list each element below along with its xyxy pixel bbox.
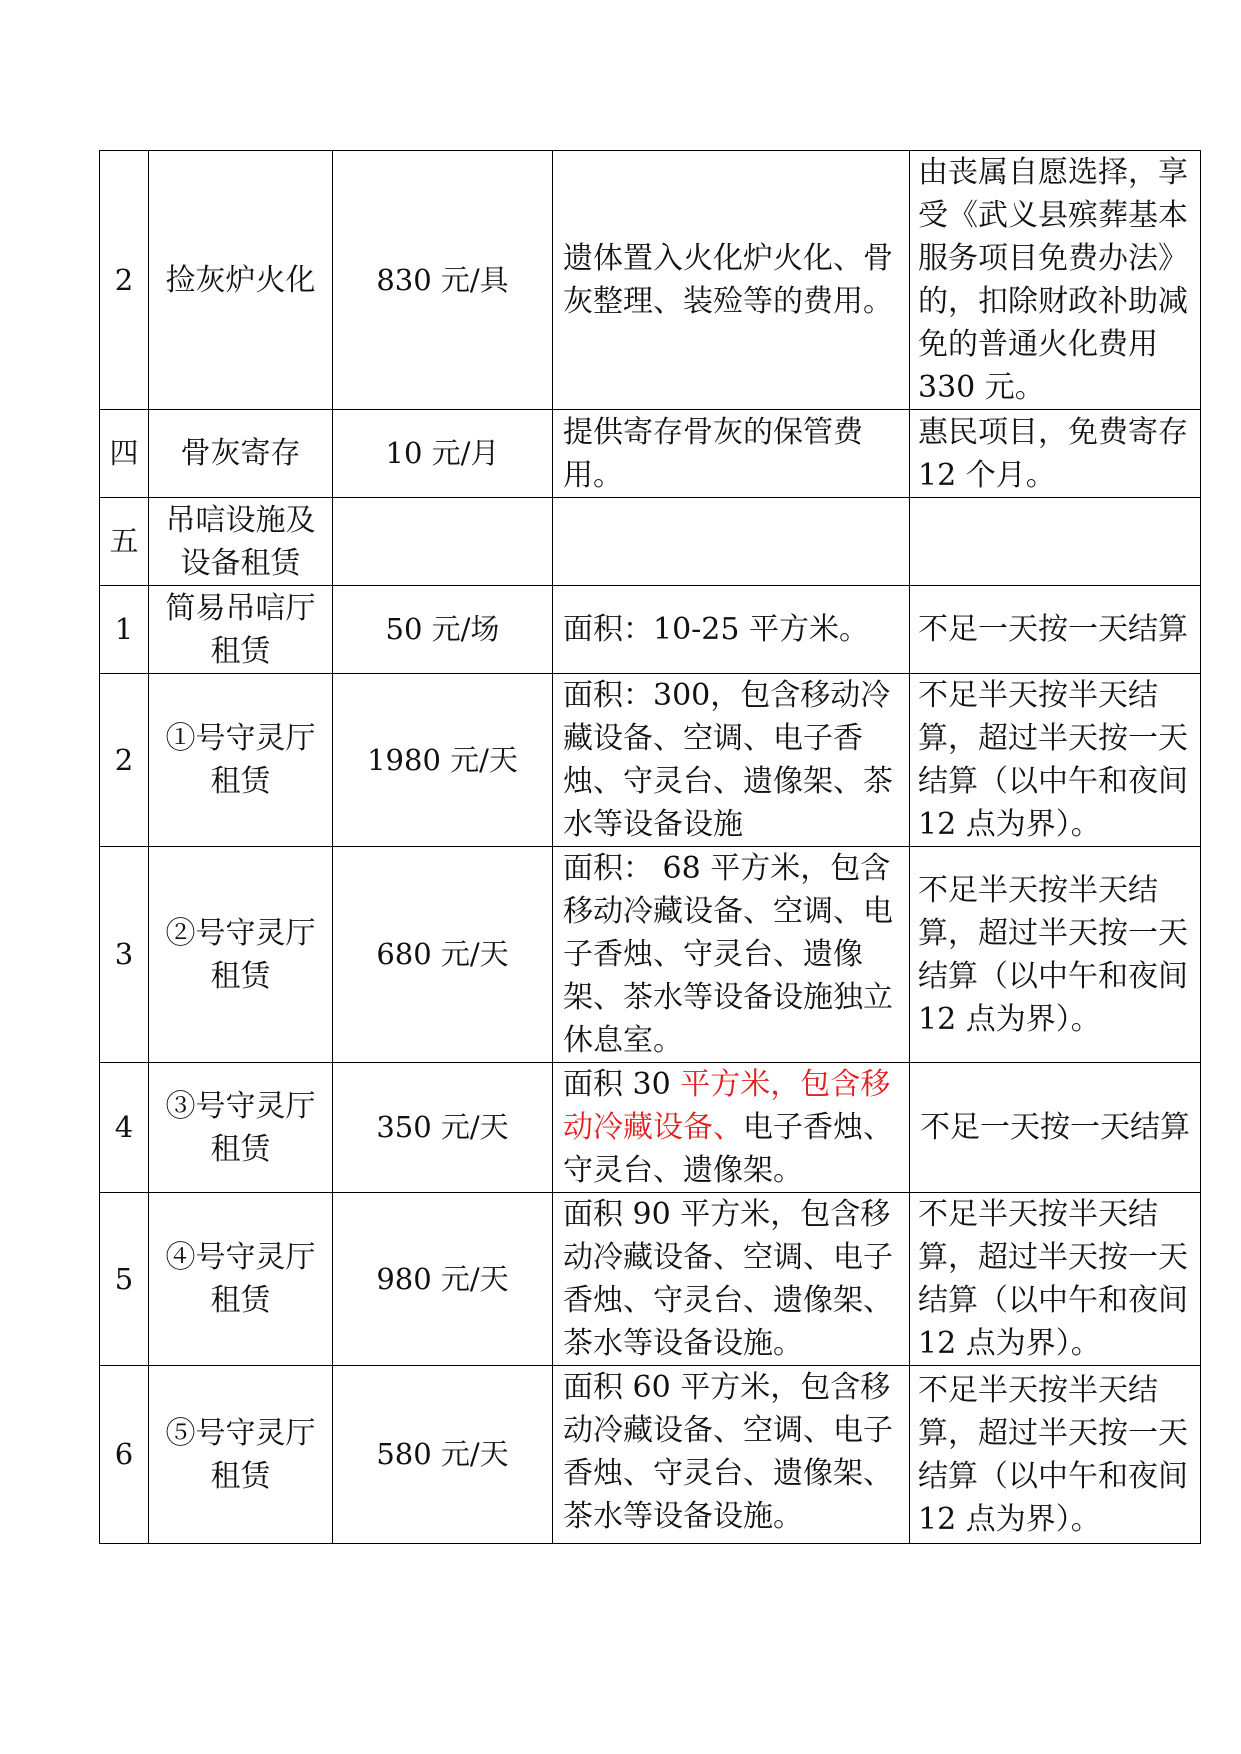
- price-cell: 830 元/具: [333, 151, 553, 410]
- item-name-cell: ④号守灵厅租赁: [149, 1193, 333, 1366]
- remarks-cell: [910, 498, 1201, 586]
- remarks-cell: 不足一天按一天结算: [910, 1063, 1201, 1193]
- table-row: [100, 1366, 1201, 1544]
- description-text: 面积 30: [563, 1067, 681, 1102]
- description-cell: [553, 1366, 910, 1544]
- description-cell: [553, 847, 910, 1063]
- remarks-cell: 不足半天按半天结算，超过半天按一天结算（以中午和夜间 12 点为界）。: [910, 847, 1201, 1063]
- table-row: [100, 674, 1201, 847]
- price-cell: 680 元/天: [333, 847, 553, 1063]
- item-name-cell: 吊唁设施及设备租赁: [149, 498, 333, 586]
- item-name-cell: 简易吊唁厅租赁: [149, 586, 333, 674]
- table-row: [100, 1193, 1201, 1366]
- item-name-cell: ①号守灵厅租赁: [149, 674, 333, 847]
- remarks-cell: 不足半天按半天结算，超过半天按一天结算（以中午和夜间 12 点为界）。: [910, 1193, 1201, 1366]
- remarks-cell: 惠民项目，免费寄存 12 个月。: [910, 410, 1201, 498]
- description-text: 面积 60 平方米，包含移动冷藏设备、空调、电子香烛、守灵台、遗像架、茶水等设备设施。: [563, 1370, 893, 1534]
- remarks-cell: 不足一天按一天结算: [910, 586, 1201, 674]
- price-cell: 1980 元/天: [333, 674, 553, 847]
- description-cell: [553, 1063, 910, 1193]
- price-cell: [333, 498, 553, 586]
- remarks-cell: 不足半天按半天结算，超过半天按一天结算（以中午和夜间 12 点为界）。: [910, 1366, 1201, 1544]
- table-row: [100, 498, 1201, 586]
- row-number-cell: 6: [100, 1366, 149, 1544]
- row-number-cell: 1: [100, 586, 149, 674]
- price-cell: 580 元/天: [333, 1366, 553, 1544]
- description-text: 提供寄存骨灰的保管费用。: [563, 414, 863, 493]
- item-name-cell: 骨灰寄存: [149, 410, 333, 498]
- item-name-cell: ②号守灵厅租赁: [149, 847, 333, 1063]
- description-text: 遗体置入火化炉火化、骨灰整理、装殓等的费用。: [563, 241, 893, 319]
- table-row: [100, 410, 1201, 498]
- table-row: [100, 1063, 1201, 1193]
- description-cell: [553, 586, 910, 674]
- price-cell: 50 元/场: [333, 586, 553, 674]
- price-cell: 350 元/天: [333, 1063, 553, 1193]
- table-row: [100, 586, 1201, 674]
- fee-table-body: [100, 151, 1201, 1544]
- description-cell: [553, 674, 910, 847]
- description-cell: [553, 1193, 910, 1366]
- item-name-cell: ③号守灵厅租赁: [149, 1063, 333, 1193]
- fee-table: [99, 150, 1201, 1544]
- item-name-cell: ⑤号守灵厅租赁: [149, 1366, 333, 1544]
- table-row: [100, 151, 1201, 410]
- row-number-cell: 3: [100, 847, 149, 1063]
- price-cell: 980 元/天: [333, 1193, 553, 1366]
- row-number-cell: 5: [100, 1193, 149, 1366]
- item-name-cell: 捡灰炉火化: [149, 151, 333, 410]
- row-number-cell: 4: [100, 1063, 149, 1193]
- row-number-cell: 2: [100, 674, 149, 847]
- description-cell: [553, 498, 910, 586]
- remarks-cell: 由丧属自愿选择，享受《武义县殡葬基本服务项目免费办法》的，扣除财政补助减免的普通火化费用 330 元。: [910, 151, 1201, 410]
- description-cell: [553, 410, 910, 498]
- description-text: 电子香烛、守灵台、遗像架。: [563, 1110, 893, 1188]
- remarks-cell: 不足半天按半天结算，超过半天按一天结算（以中午和夜间 12 点为界）。: [910, 674, 1201, 847]
- description-text: 面积： 68 平方米，包含移动冷藏设备、空调、电子香烛、守灵台、遗像架、茶水等设备设施独立休息室。: [563, 851, 893, 1058]
- description-text: 面积 90 平方米，包含移动冷藏设备、空调、电子香烛、守灵台、遗像架、茶水等设备设施。: [563, 1197, 893, 1361]
- highlighted-text: 平方米，包含移动冷藏设备、: [563, 1067, 891, 1145]
- description-cell: [553, 151, 910, 410]
- description-text: 面积：300，包含移动冷藏设备、空调、电子香烛、守灵台、遗像架、茶水等设备设施: [563, 678, 893, 842]
- row-number-cell: 四: [100, 410, 149, 498]
- row-number-cell: 2: [100, 151, 149, 410]
- description-text: 面积：10-25 平方米。: [563, 612, 870, 647]
- table-row: [100, 847, 1201, 1063]
- price-cell: 10 元/月: [333, 410, 553, 498]
- row-number-cell: 五: [100, 498, 149, 586]
